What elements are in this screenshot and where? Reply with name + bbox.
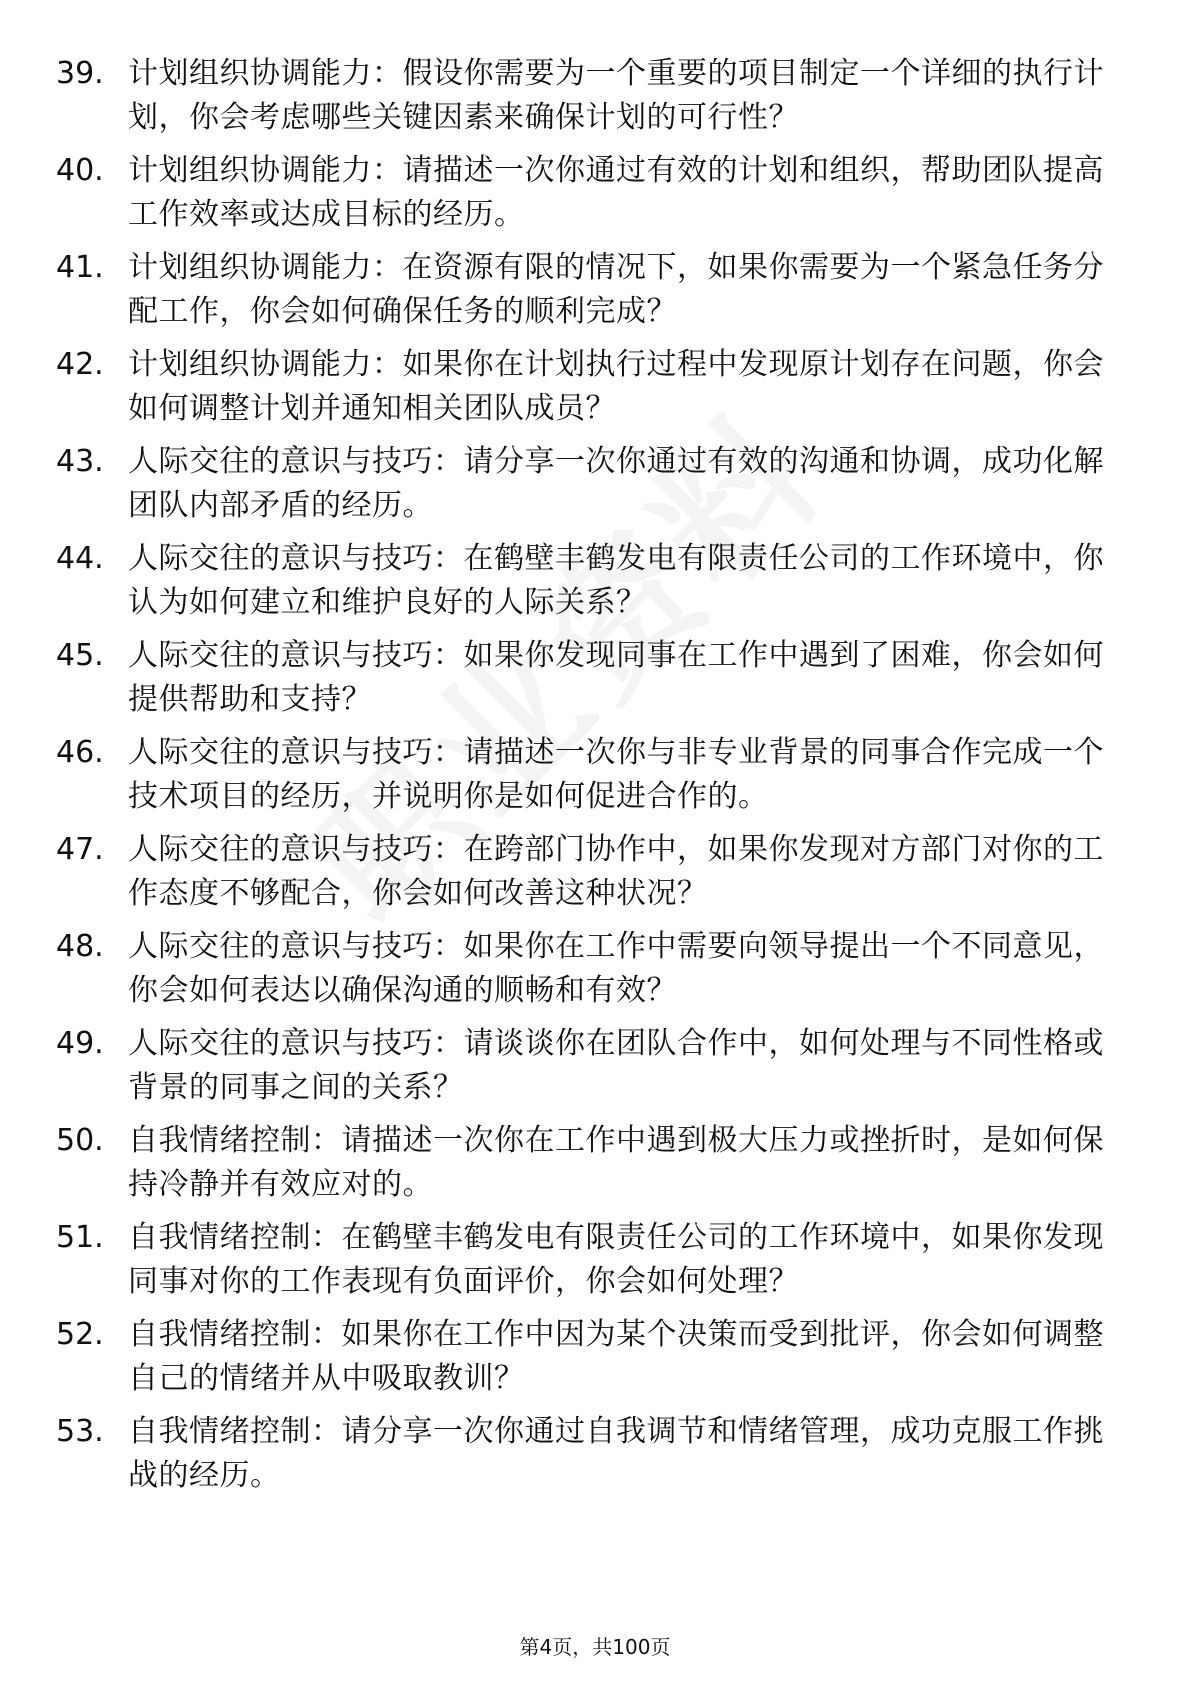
question-text: 计划组织协调能力：如果你在计划执行过程中发现原计划存在问题，你会如何调整计划并通知相关团队成员？ (128, 347, 1104, 426)
question-number: 48. (56, 929, 104, 964)
question-number: 45. (56, 638, 104, 673)
question-item (0, 343, 1190, 440)
question-number: 52. (56, 1317, 104, 1352)
question-text: 人际交往的意识与技巧：请描述一次你与非专业背景的同事合作完成一个技术项目的经历，并说明你是如何促进合作的。 (128, 735, 1104, 814)
question-item (0, 1216, 1190, 1313)
question-item (0, 634, 1190, 731)
question-number: 50. (56, 1123, 104, 1158)
question-number: 46. (56, 735, 104, 770)
question-text: 自我情绪控制：请描述一次你在工作中遇到极大压力或挫折时，是如何保持冷静并有效应对的。 (128, 1123, 1104, 1202)
question-number: 51. (56, 1220, 104, 1255)
question-number: 53. (56, 1414, 104, 1449)
question-number: 49. (56, 1026, 104, 1061)
question-text: 计划组织协调能力：在资源有限的情况下，如果你需要为一个紧急任务分配工作，你会如何确保任务的顺利完成？ (128, 250, 1104, 329)
question-item (0, 52, 1190, 149)
question-item (0, 149, 1190, 246)
question-text: 人际交往的意识与技巧：在跨部门协作中，如果你发现对方部门对你的工作态度不够配合，你会如何改善这种状况？ (128, 832, 1104, 911)
question-text: 人际交往的意识与技巧：在鹤壁丰鹤发电有限责任公司的工作环境中，你认为如何建立和维护良好的人际关系？ (128, 541, 1104, 620)
question-item (0, 1022, 1190, 1119)
question-item (0, 537, 1190, 634)
question-text: 人际交往的意识与技巧：如果你在工作中需要向领导提出一个不同意见，你会如何表达以确保沟通的顺畅和有效？ (128, 929, 1104, 1008)
question-item (0, 828, 1190, 925)
question-item (0, 246, 1190, 343)
question-text: 计划组织协调能力：请描述一次你通过有效的计划和组织，帮助团队提高工作效率或达成目标的经历。 (128, 153, 1104, 232)
question-list (0, 52, 1190, 1507)
question-text: 计划组织协调能力：假设你需要为一个重要的项目制定一个详细的执行计划，你会考虑哪些关键因素来确保计划的可行性？ (128, 56, 1104, 135)
question-number: 42. (56, 347, 104, 382)
question-item (0, 1313, 1190, 1410)
question-number: 44. (56, 541, 104, 576)
question-item (0, 925, 1190, 1022)
question-item (0, 1410, 1190, 1507)
question-item (0, 440, 1190, 537)
question-number: 47. (56, 832, 104, 867)
question-text: 自我情绪控制：请分享一次你通过自我调节和情绪管理，成功克服工作挑战的经历。 (128, 1414, 1104, 1493)
question-text: 人际交往的意识与技巧：如果你发现同事在工作中遇到了困难，你会如何提供帮助和支持？ (128, 638, 1104, 717)
question-number: 40. (56, 153, 104, 188)
question-text: 自我情绪控制：如果你在工作中因为某个决策而受到批评，你会如何调整自己的情绪并从中吸取教训？ (128, 1317, 1104, 1396)
question-number: 39. (56, 56, 104, 91)
question-text: 自我情绪控制：在鹤壁丰鹤发电有限责任公司的工作环境中，如果你发现同事对你的工作表现有负面评价，你会如何处理？ (128, 1220, 1104, 1299)
question-item (0, 1119, 1190, 1216)
question-number: 43. (56, 444, 104, 479)
question-text: 人际交往的意识与技巧：请谈谈你在团队合作中，如何处理与不同性格或背景的同事之间的关系？ (128, 1026, 1104, 1105)
question-number: 41. (56, 250, 104, 285)
question-item (0, 731, 1190, 828)
page-footer: 第4页，共100页 (519, 1635, 671, 1659)
question-text: 人际交往的意识与技巧：请分享一次你通过有效的沟通和协调，成功化解团队内部矛盾的经历。 (128, 444, 1104, 523)
